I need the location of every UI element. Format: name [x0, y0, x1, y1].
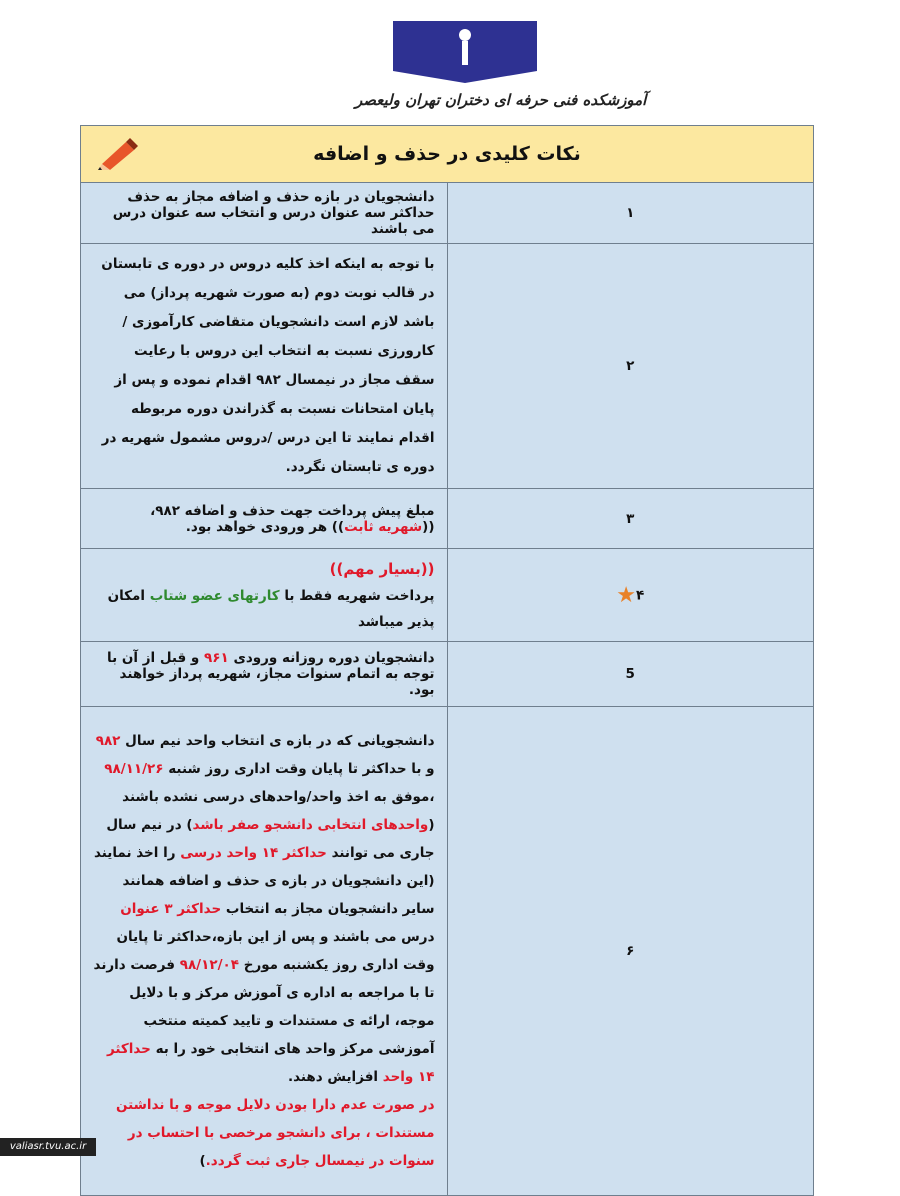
- row-number: ۱: [447, 183, 814, 244]
- row-number: ۶: [447, 707, 814, 1196]
- row-number: ۳: [447, 489, 814, 549]
- site-watermark: valiasr.tvu.ac.ir: [0, 1138, 96, 1156]
- key-notes-table: [80, 125, 814, 1196]
- row-text: با توجه به اینکه اخذ کلیه دروس در دوره ی تابستان در قالب نوبت دوم (به صورت شهریه پرداز) می باشد لازم است دانشجویان متقاضی کارآموزی /کارورزی نسبت به انتخاب این دروس با رعایت سقف مجاز در نیمسال ۹۸۲ اقدام نموده و پس از پایان امتحانات نسبت به گذراندن دوره مربوطه اقدام نمایند تا این درس /دروس مشمول شهریه در دوره ی تابستان نگردد.: [81, 244, 448, 489]
- pencil-icon: [96, 138, 138, 170]
- paragraph: دانشجویانی که در بازه ی انتخاب واحد نیم سال ۹۸۲ و با حداکثر تا پایان وقت اداری روز شنبه ۹۸/۱۱/۲۶ ،موفق به اخذ واحد/واحدهای درسی نشده باشند (واحدهای انتخابی دانشجو صفر باشد) در نیم سال جاری می توانند حداکثر ۱۴ واحد درسی را اخذ نمایند (این دانشجویان در بازه ی حذف و اضافه همانند سایر دانشجویان مجاز به انتخاب حداکثر ۳ عنوان درس می باشند و پس از این بازه،حداکثر تا پایان وقت اداری روز یکشنبه مورخ ۹۸/۱۲/۰۴ فرصت دارند تا با مراجعه به اداره ی آموزش مرکز و با دلایل موجه، ارائه ی مستندات و تایید کمیته منتخب آموزشی مرکز واحد های انتخابی خود را به حداکثر ۱۴ واحد افزایش دهند.: [93, 733, 435, 1085]
- table-title-cell: [81, 126, 814, 183]
- row-text: دانشجویان دوره روزانه ورودی ۹۶۱ و قبل از آن با توجه به اتمام سنوات مجاز، شهریه پرداز خواهند بود.: [81, 642, 448, 707]
- table-row: [81, 244, 814, 489]
- table-header-row: [81, 126, 814, 183]
- row-text: ((بسیار مهم)) پرداخت شهریه فقط با کارتهای عضو شتاب امکان پذیر میباشد: [81, 549, 448, 642]
- fixed-tuition-highlight: شهریه ثابت: [344, 518, 423, 535]
- star-icon: ★: [616, 582, 636, 608]
- school-name: آموزشکده فنی حرفه ای دختران تهران ولیعصر: [355, 91, 647, 109]
- row-number: ۲: [447, 244, 814, 489]
- row-number: 5: [447, 642, 814, 707]
- table-row: [81, 707, 814, 1196]
- table-title: نکات کلیدی در حذف و اضافه: [313, 143, 581, 165]
- very-important-label: ((بسیار مهم)): [329, 560, 435, 578]
- row-text: مبلغ پیش پرداخت جهت حذف و اضافه ۹۸۲، ((شهریه ثابت)) هر ورودی خواهد بود.: [81, 489, 448, 549]
- table-row: [81, 642, 814, 707]
- book-emblem-icon: [393, 15, 537, 83]
- row-text: دانشجویان در بازه حذف و اضافه مجاز به حذف حداکثر سه عنوان درس و انتخاب سه عنوان درس می باشند: [81, 183, 448, 244]
- row-text: [81, 707, 448, 1196]
- intake-highlight: ۹۶۱: [204, 650, 229, 666]
- school-logo: [355, 15, 647, 115]
- table-row: [81, 489, 814, 549]
- table-row: [81, 183, 814, 244]
- table-row: [81, 549, 814, 642]
- shetab-cards-highlight: کارتهای عضو شتاب: [149, 588, 280, 604]
- row-number: ۴★: [447, 549, 814, 642]
- warning-paragraph: در صورت عدم دارا بودن دلایل موجه و با نداشتن مستندات ، برای دانشجو مرخصی با احتساب در سنوات در نیمسال جاری ثبت گردد.): [116, 1097, 435, 1169]
